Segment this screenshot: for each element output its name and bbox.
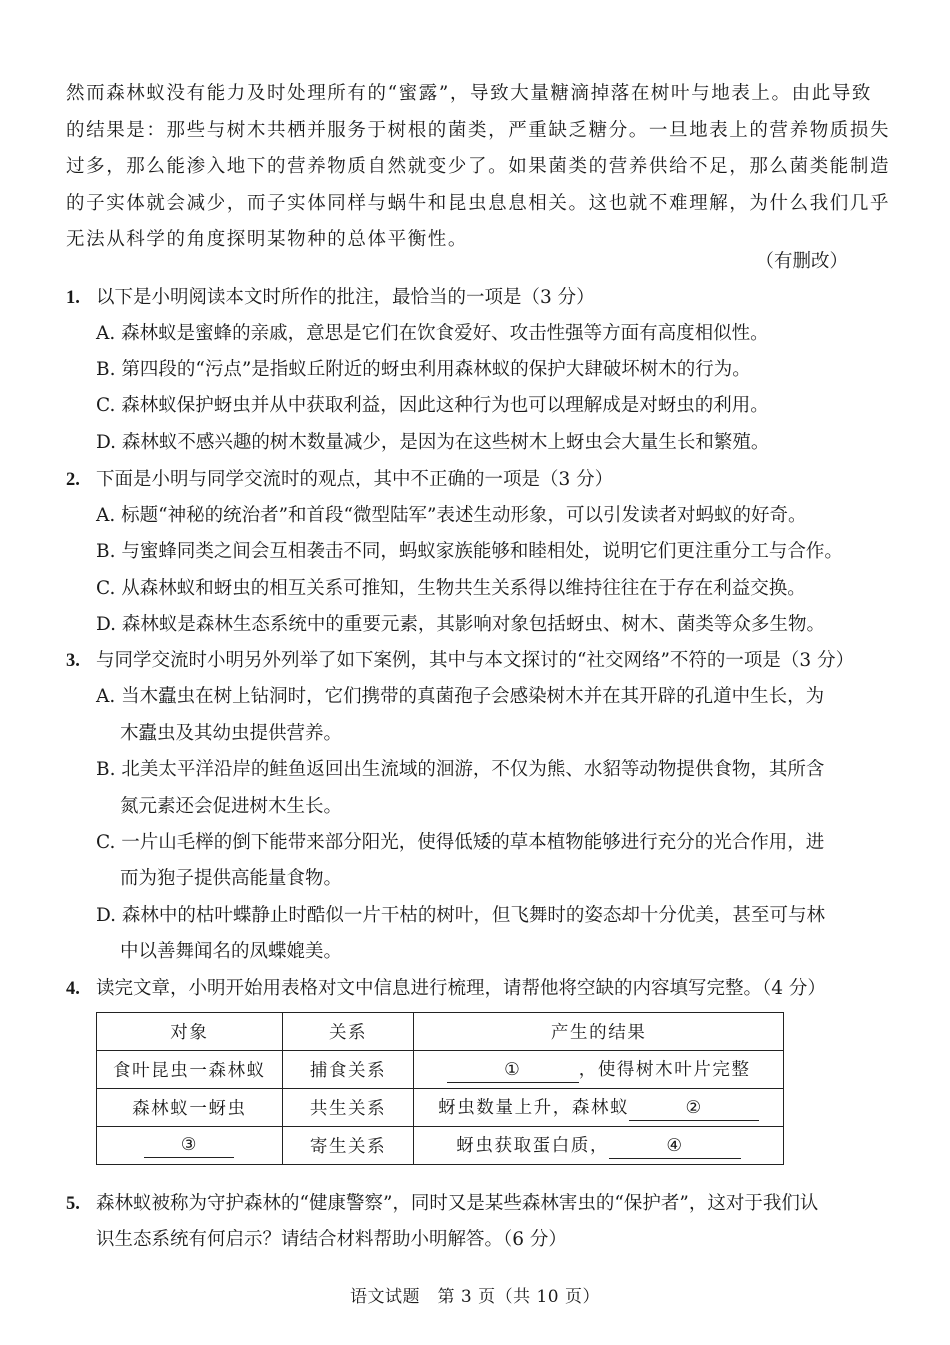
question-3-option-d-cont: 中以善舞闻名的凤蝶媲美。 [120, 941, 343, 962]
question-3-option-a: A. 当木蠹虫在树上钻洞时，它们携带的真菌孢子会感染树木并在其开辟的孔道中生长，为 [96, 686, 825, 707]
question-5-stem [66, 1190, 856, 1218]
question-2-option-b: B. 与蜜蜂同类之间会互相袭击不同，蚂蚁家族能够和睦相处，说明它们更注重分工与合作。 [96, 541, 843, 562]
question-3-option-c: C. 一片山毛榉的倒下能带来部分阳光，使得低矮的草本植物能够进行充分的光合作用，进 [96, 832, 825, 853]
table-cell-relation: 共生关系 [282, 1089, 414, 1127]
source-note: （有删改） [755, 251, 848, 272]
table-cell-object: 森林蚁一蚜虫 [97, 1089, 283, 1127]
table-header-cell: 关系 [282, 1013, 414, 1051]
question-3-stem [66, 647, 856, 675]
question-stem-text: 读完文章，小明开始用表格对文中信息进行梳理，请帮他将空缺的内容填写完整。（4 分） [96, 978, 826, 999]
info-table [96, 1012, 784, 1165]
passage-line: 无法从科学的角度探明某物种的总体平衡性。 [66, 229, 469, 251]
question-number: 4. [66, 979, 80, 999]
question-2-option-a: A. 标题“神秘的统治者”和首段“微型陆军”表述生动形象，可以引发读者对蚂蚁的好奇。 [96, 505, 807, 526]
passage-text [66, 76, 891, 259]
table-cell-object: 食叶昆虫一森林蚁 [97, 1051, 283, 1089]
table-row [97, 1051, 784, 1089]
table-cell-object [97, 1127, 283, 1165]
question-1-option-c: C. 森林蚁保护蚜虫并从中获取利益，因此这种行为也可以理解成是对蚜虫的利用。 [96, 395, 769, 416]
fill-blank[interactable]: ④ [609, 1134, 741, 1159]
table-row [97, 1089, 784, 1127]
passage-line: 的子实体就会减少，而子实体同样与蜗牛和昆虫息息相关。这也就不难理解，为什么我们几乎 [66, 192, 891, 214]
table-cell-result [414, 1051, 784, 1089]
fill-blank[interactable]: ② [629, 1096, 759, 1121]
table-header-cell: 产生的结果 [414, 1013, 784, 1051]
question-5-stem-cont: 识生态系统有何启示？请结合材料帮助小明解答。（6 分） [96, 1229, 567, 1250]
passage-line: 的结果是：那些与树木共栖并服务于树根的菌类，严重缺乏糖分。一旦地表上的营养物质损失 [66, 119, 891, 141]
question-number: 5. [66, 1194, 80, 1214]
question-1-option-b: B. 第四段的“污点”是指蚁丘附近的蚜虫利用森林蚁的保护大肆破坏树木的行为。 [96, 359, 751, 380]
fill-blank[interactable]: ① [447, 1058, 579, 1083]
question-stem-text: 森林蚁被称为守护森林的“健康警察”，同时又是某些森林害虫的“保护者”，这对于我们认 [96, 1193, 819, 1214]
fill-blank[interactable]: ③ [144, 1133, 234, 1158]
result-text: 蚜虫获取蛋白质， [456, 1136, 610, 1156]
passage-line: 然而森林蚁没有能力及时处理所有的“蜜露”，导致大量糖滴掉落在树叶与地表上。由此导致 [66, 83, 873, 104]
question-2-option-d: D. 森林蚁是森林生态系统中的重要元素，其影响对象包括蚜虫、树木、菌类等众多生物。 [96, 614, 825, 635]
table-cell-result [414, 1089, 784, 1127]
question-3-option-c-cont: 而为狍子提供高能量食物。 [120, 868, 343, 889]
question-stem-text: 与同学交流时小明另外列举了如下案例，其中与本文探讨的“社交网络”不符的一项是（3 分） [96, 650, 855, 671]
question-1-stem [66, 284, 856, 312]
table-row [97, 1127, 784, 1165]
question-stem-text: 以下是小明阅读本文时所作的批注，最恰当的一项是（3 分） [96, 287, 595, 308]
question-2-stem [66, 466, 856, 494]
question-3-option-b: B. 北美太平洋沿岸的鲑鱼返回出生流域的洄游，不仅为熊、水貂等动物提供食物，其所含 [96, 759, 825, 780]
table-cell-relation: 寄生关系 [282, 1127, 414, 1165]
question-number: 3. [66, 651, 80, 671]
question-2-option-c: C. 从森林蚁和蚜虫的相互关系可推知，生物共生关系得以维持往往在于存在利益交换。 [96, 578, 806, 599]
page-footer: 语文试题 第 3 页（共 10 页） [349, 1287, 601, 1307]
result-text: 蚜虫数量上升，森林蚁 [438, 1098, 630, 1118]
question-1-option-a: A. 森林蚁是蜜蜂的亲戚，意思是它们在饮食爱好、攻击性强等方面有高度相似性。 [96, 323, 769, 344]
question-1-option-d: D. 森林蚁不感兴趣的树木数量减少，是因为在这些树木上蚜虫会大量生长和繁殖。 [96, 432, 770, 453]
question-3-option-d: D. 森林中的枯叶蝶静止时酷似一片干枯的树叶，但飞舞时的姿态却十分优美，甚至可与林 [96, 905, 825, 926]
question-stem-text: 下面是小明与同学交流时的观点，其中不正确的一项是（3 分） [96, 469, 614, 490]
question-number: 2. [66, 470, 80, 490]
question-3-option-a-cont: 木蠹虫及其幼虫提供营养。 [120, 723, 343, 744]
passage-line: 过多，那么能渗入地下的营养物质自然就变少了。如果菌类的营养供给不足，那么菌类能制造 [66, 156, 891, 178]
question-number: 1. [66, 288, 80, 308]
table-header-row [97, 1013, 784, 1051]
table-header-cell: 对象 [97, 1013, 283, 1051]
table-cell-result [414, 1127, 784, 1165]
question-4-stem [66, 975, 856, 1003]
question-3-option-b-cont: 氮元素还会促进树木生长。 [120, 796, 343, 817]
result-text: ，使得树木叶片完整 [578, 1060, 751, 1080]
table-cell-relation: 捕食关系 [282, 1051, 414, 1089]
